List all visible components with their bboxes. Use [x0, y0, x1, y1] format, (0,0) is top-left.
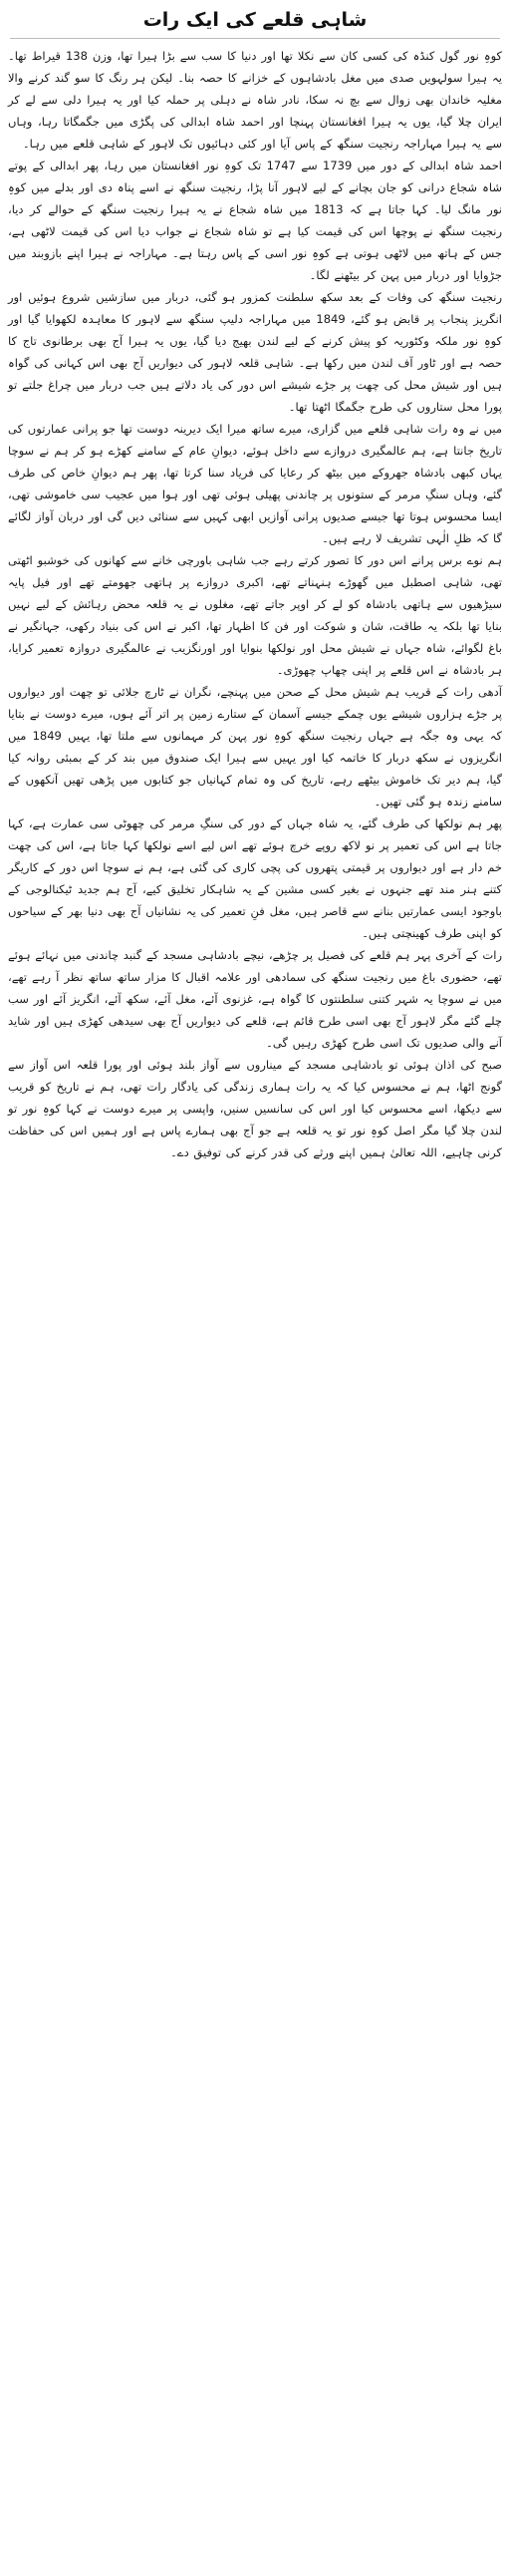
article-paragraph: پھر ہم نولکھا کی طرف گئے، یہ شاہ جہاں کے دور کی سنگِ مرمر کی چھوٹی سی عمارت ہے، کہا جاتا ہے اس کی تعمیر پر نو لاکھ روپے خرچ ہوئے تھے اس لیے اسے نولکھا کہا جاتا ہے، اس کی چھت خم دار ہے اور دیواروں پر قیمتی پتھروں کی پچی کاری کی گئی ہے، ہم نے سوچا اس دور کے کاریگر کتنے ہنر مند تھے جنہوں نے بغیر کسی مشین کے یہ شاہکار تخلیق کیے، آج ہم جدید ٹیکنالوجی کے باوجود ایسی عمارتیں بنانے سے قاصر ہیں، مغل فنِ تعمیر کی یہ نشانیاں آج بھی دنیا بھر کے سیاحوں کو اپنی طرف کھینچتی ہیں۔ [8, 816, 502, 940]
article-paragraph: کوہِ نور گول کنڈہ کی کسی کان سے نکلا تھا اور دنیا کا سب سے بڑا ہیرا تھا، وزن 138 قیراط تھا۔ یہ ہیرا سولہویں صدی میں مغل بادشاہوں کے خزانے کا حصہ بنا۔ لیکن ہر رنگ کا سو گند کرنے والا مغلیہ خاندان بھی زوال سے بچ نہ سکا، نادر شاہ نے دہلی پر حملہ کیا اور یہ ہیرا دلی سے لے کر ایران چلا گیا، یوں یہ ہیرا افغانستان پہنچا اور احمد شاہ ابدالی کی پگڑی میں جگمگاتا رہا، وہاں سے یہ ہیرا مہاراجہ رنجیت سنگھ کے پاس آیا اور کئی دہائیوں تک لاہور کے شاہی قلعے میں رہا۔ [8, 49, 503, 151]
article-paragraph: ہم نوے برس پرانے اس دور کا تصور کرتے رہے جب شاہی باورچی خانے سے کھانوں کی خوشبو اٹھتی تھی، شاہی اصطبل میں گھوڑے ہنہناتے تھے، اکبری دروازے پر ہاتھی جھومتے تھے اور فیل پایہ سیڑھیوں سے ہاتھی بادشاہ کو لے کر اوپر جاتے تھے، مغلوں نے یہ قلعہ محض رہائش کے لیے نہیں بنایا تھا بلکہ یہ طاقت، شان و شوکت اور فن کا اظہار تھا، اکبر نے اس کی بنیاد رکھی، جہانگیر نے باغ لگوائے، شاہ جہاں نے شیش محل اور نولکھا بنوایا اور اورنگزیب نے عالمگیری دروازہ تعمیر کرایا، ہر بادشاہ نے اس قلعے پر اپنی چھاپ چھوڑی۔ [8, 553, 502, 677]
article-paragraph: میں نے وہ رات شاہی قلعے میں گزاری، میرے ساتھ میرا ایک دیرینہ دوست تھا جو پرانی عمارتوں کی تاریخ جانتا ہے، ہم عالمگیری دروازے سے داخل ہوئے، دیوانِ عام کے سامنے کھڑے ہو کر ہم نے سوچا یہاں کبھی بادشاہ جھروکے میں بیٹھ کر رعایا کی فریاد سنا کرتا تھا، پھر ہم دیوانِ خاص کی طرف گئے، وہاں سنگِ مرمر کے ستونوں پر چاندنی پھیلی ہوئی تھی اور ہوا میں عجیب سی خاموشی تھی، ایسا محسوس ہوتا تھا جیسے صدیوں پرانی آوازیں ابھی کہیں سے سنائی دیں گی اور دربان آواز لگائے گا کہ ظلِ الٰہی تشریف لا رہے ہیں۔ [8, 422, 502, 545]
article-paragraph: رات کے آخری پہر ہم قلعے کی فصیل پر چڑھے، نیچے بادشاہی مسجد کے گنبد چاندنی میں نہائے ہوئے تھے، حضوری باغ میں رنجیت سنگھ کی سمادھی اور علامہ اقبال کا مزار ساتھ ساتھ نظر آ رہے تھے، میں نے سوچا یہ شہر کتنی سلطنتوں کا گواہ ہے، غزنوی آئے، مغل آئے، سکھ آئے، انگریز آئے اور سب چلے گئے مگر لاہور آج بھی اسی طرح قائم ہے، قلعے کی دیواریں آج بھی سیدھی کھڑی ہیں اور شاید آنے والی صدیوں تک اسی طرح کھڑی رہیں گی۔ [8, 948, 502, 1050]
article-paragraph: احمد شاہ ابدالی کے دور میں 1739 سے 1747 تک کوہِ نور افغانستان میں رہا، پھر ابدالی کے پوتے شاہ شجاع درانی کو جان بچانے کے لیے لاہور آنا پڑا، رنجیت سنگھ نے اسے پناہ دی اور بدلے میں کوہِ نور مانگ لیا۔ کہا جاتا ہے کہ 1813 میں شاہ شجاع نے یہ ہیرا رنجیت سنگھ کے حوالے کر دیا، رنجیت سنگھ نے پوچھا اس کی قیمت کیا ہے تو شاہ شجاع نے جواب دیا اس کی قیمت لاٹھی ہے، جس کے ہاتھ میں لاٹھی ہوتی ہے کوہِ نور اسی کے پاس رہتا ہے۔ مہاراجہ نے ہیرا اپنے بازوبند میں جڑوایا اور دربار میں پہن کر بیٹھنے لگا۔ [8, 159, 502, 282]
article-paragraph: آدھی رات کے قریب ہم شیش محل کے صحن میں پہنچے، نگران نے ٹارچ جلائی تو چھت اور دیواروں پر جڑے ہزاروں شیشے یوں چمکے جیسے آسمان کے ستارے زمین پر اتر آئے ہوں، میرے دوست نے بتایا کہ یہی وہ جگہ ہے جہاں رنجیت سنگھ کوہِ نور پہن کر مہمانوں سے ملتا تھا، یہیں 1849 میں انگریزوں نے سکھ دربار کا خاتمہ کیا اور یہیں سے ہیرا ایک صندوق میں بند کر کے بمبئی روانہ کیا گیا، ہم دیر تک خاموش بیٹھے رہے، تاریخ کی وہ تمام کہانیاں جو کتابوں میں پڑھی تھیں آنکھوں کے سامنے زندہ ہو گئی تھیں۔ [8, 685, 502, 808]
title-divider [10, 38, 500, 39]
article-body [6, 45, 504, 1163]
article-title: شاہی قلعے کی ایک رات [142, 9, 368, 31]
article-paragraph: صبح کی اذان ہوئی تو بادشاہی مسجد کے میناروں سے آواز بلند ہوئی اور پورا قلعہ اس آواز سے گونج اٹھا، ہم نے محسوس کیا کہ یہ رات ہماری زندگی کی یادگار رات تھی، ہم نے تاریخ کو قریب سے دیکھا، اسے محسوس کیا اور اس کی سانسیں سنیں، واپسی پر میرے دوست نے کہا کوہِ نور تو لندن چلا گیا مگر اصل کوہِ نور تو یہ قلعہ ہے جو آج بھی ہمارے پاس ہے اور ہمیں اس کی حفاظت کرنی چاہیے، اللہ تعالیٰ ہمیں اپنے ورثے کی قدر کرنے کی توفیق دے۔ [8, 1058, 502, 1159]
article-paragraph: رنجیت سنگھ کی وفات کے بعد سکھ سلطنت کمزور ہو گئی، دربار میں سازشیں شروع ہوئیں اور انگریز پنجاب پر قابض ہو گئے، 1849 میں مہاراجہ دلیپ سنگھ سے لاہور کا معاہدہ لکھوایا گیا اور کوہِ نور ملکہ وکٹوریہ کو پیش کرنے کے لیے لندن بھیج دیا گیا، یوں یہ ہیرا آج بھی برطانوی تاج کا حصہ ہے اور ٹاور آف لندن میں رکھا ہے۔ شاہی قلعہ لاہور کی دیواریں آج بھی اس کہانی کی گواہ ہیں اور شیش محل کی چھت پر جڑے شیشے اس دور کی یاد دلاتے ہیں جب دربار میں چراغ جلتے تو پورا محل ستاروں کی طرح جگمگا اٹھتا تھا۔ [8, 290, 502, 414]
